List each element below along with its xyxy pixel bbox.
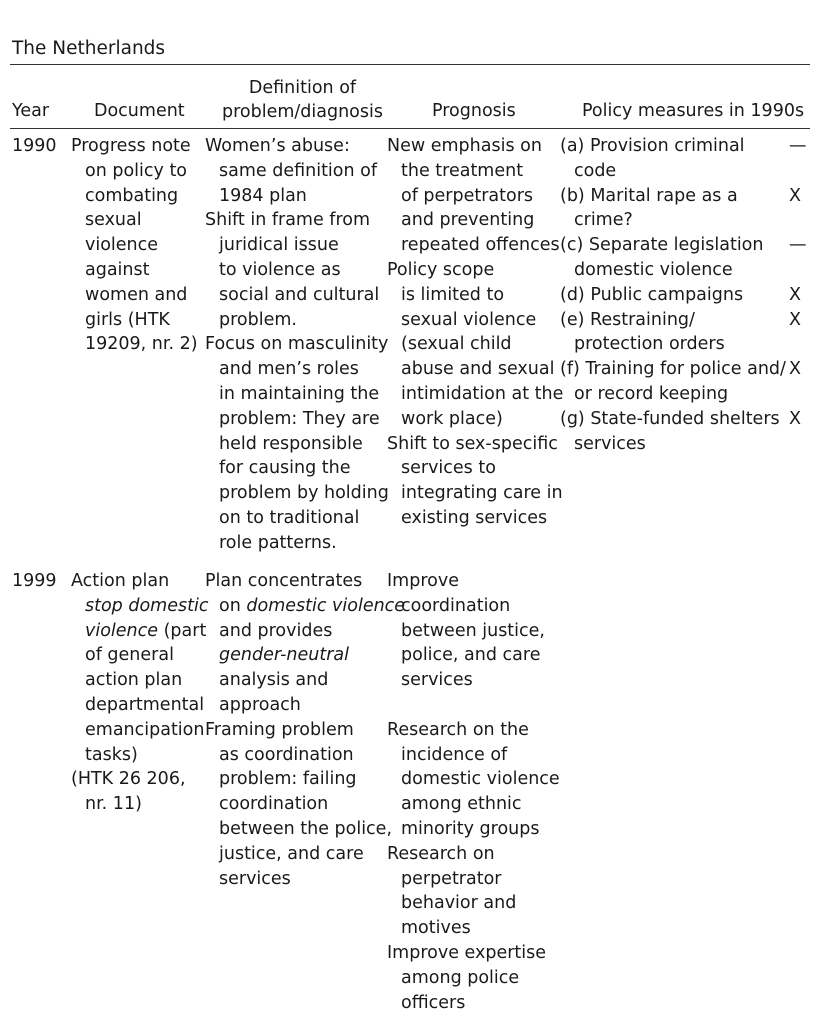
definition-line: problem: They are bbox=[219, 408, 380, 429]
definition-line: Shift in frame from bbox=[205, 210, 371, 231]
policy-mark-d: X bbox=[789, 284, 801, 305]
policy-line: services bbox=[574, 433, 646, 454]
policy-line: domestic violence bbox=[574, 259, 733, 280]
document-line: women and bbox=[85, 284, 188, 305]
definition-line: social and cultural bbox=[219, 284, 380, 305]
header-year: Year bbox=[12, 101, 50, 121]
prognosis-line: intimidation at the bbox=[401, 383, 564, 404]
definition-line: Framing problem bbox=[205, 719, 354, 740]
prognosis-line: services to bbox=[401, 458, 496, 479]
prognosis-line: officers bbox=[401, 992, 466, 1013]
row-1990-definition bbox=[205, 134, 389, 556]
policy-line: (a) Provision criminal bbox=[560, 136, 745, 156]
policy-mark-f: X bbox=[789, 359, 801, 380]
header-definition bbox=[205, 76, 400, 124]
policy-line: (g) State-funded shelters bbox=[560, 408, 780, 429]
prognosis-line: Shift to sex-specific bbox=[387, 433, 558, 454]
prognosis-line: existing services bbox=[401, 507, 548, 528]
policy-line: protection orders bbox=[574, 334, 725, 355]
document-line: emancipation bbox=[85, 719, 205, 740]
row-1999-year: 1999 bbox=[12, 571, 57, 591]
document-line: 19209, nr. 2) bbox=[85, 334, 198, 355]
document-line: girls (HTK bbox=[85, 309, 170, 330]
definition-line: and men’s roles bbox=[219, 359, 359, 380]
definition-line: problem by holding bbox=[219, 483, 389, 504]
policy-line: (d) Public campaigns bbox=[560, 284, 744, 305]
definition-line: Women’s abuse: bbox=[205, 136, 350, 156]
prognosis-line: police, and care bbox=[401, 645, 541, 666]
policy-mark-e: X bbox=[789, 309, 801, 330]
document-line: violence bbox=[85, 235, 159, 256]
document-line: Action plan bbox=[71, 571, 170, 591]
row-1999-document bbox=[71, 569, 208, 817]
prognosis-line: Improve bbox=[387, 571, 459, 591]
definition-line-italic: gender-neutral bbox=[219, 645, 349, 666]
prognosis-line: the treatment bbox=[401, 160, 524, 181]
document-line: on policy to bbox=[85, 160, 188, 181]
prognosis-line: among police bbox=[401, 967, 520, 988]
policy-line: or record keeping bbox=[574, 383, 729, 404]
definition-line: 1984 plan bbox=[219, 185, 307, 206]
prognosis-line: motives bbox=[401, 918, 471, 939]
document-line bbox=[71, 619, 208, 644]
prognosis-line: Research on bbox=[387, 843, 495, 864]
policy-line: (b) Marital rape as a bbox=[560, 185, 738, 206]
document-line-italic: stop domestic bbox=[85, 595, 209, 616]
header-document: Document bbox=[94, 101, 185, 121]
prognosis-line: domestic violence bbox=[401, 769, 560, 790]
definition-line: juridical issue bbox=[219, 235, 339, 256]
header-rule bbox=[10, 128, 810, 129]
document-line: (HTK 26 206, bbox=[71, 769, 186, 790]
policy-line: (f) Training for police and/ bbox=[560, 359, 786, 380]
header-prognosis: Prognosis bbox=[432, 101, 516, 121]
definition-line: approach bbox=[219, 694, 301, 715]
table-title: The Netherlands bbox=[12, 38, 166, 59]
prognosis-line: Improve expertise bbox=[387, 942, 547, 963]
document-line: against bbox=[85, 259, 150, 280]
top-rule bbox=[10, 64, 810, 65]
row-1999-prognosis bbox=[387, 569, 560, 1015]
document-line: departmental bbox=[85, 694, 205, 715]
definition-line: in maintaining the bbox=[219, 383, 380, 404]
prognosis-line: of perpetrators bbox=[401, 185, 534, 206]
document-italic-fragment: violence bbox=[85, 620, 159, 641]
header-policy: Policy measures in 1990s bbox=[582, 101, 805, 121]
prognosis-line: coordination bbox=[401, 595, 511, 616]
definition-fragment: on bbox=[219, 595, 247, 616]
policy-mark-g: X bbox=[789, 408, 801, 429]
prognosis-line: Policy scope bbox=[387, 259, 495, 280]
document-line: nr. 11) bbox=[85, 794, 142, 815]
row-1999-definition bbox=[205, 569, 405, 891]
policy-mark-b: X bbox=[789, 185, 801, 206]
definition-line: and provides bbox=[219, 620, 333, 641]
prognosis-line: behavior and bbox=[401, 893, 517, 914]
row-1990-policy bbox=[560, 134, 786, 456]
prognosis-line: work place) bbox=[401, 408, 503, 429]
prognosis-line: Research on the bbox=[387, 719, 529, 740]
definition-italic-fragment: domestic violence bbox=[246, 595, 406, 616]
definition-line: problem. bbox=[219, 309, 297, 330]
prognosis-line: and preventing bbox=[401, 210, 535, 231]
prognosis-line: integrating care in bbox=[401, 483, 563, 504]
prognosis-line: among ethnic bbox=[401, 794, 522, 815]
header-definition-line2: problem/diagnosis bbox=[221, 102, 383, 122]
definition-line: services bbox=[219, 868, 291, 889]
document-fragment: (part bbox=[158, 620, 207, 641]
header-definition-line1: Definition of bbox=[248, 78, 357, 98]
row-1990-year: 1990 bbox=[12, 136, 57, 156]
definition-line: justice, and care bbox=[219, 843, 364, 864]
document-line: of general bbox=[85, 645, 174, 666]
prognosis-line: incidence of bbox=[401, 744, 508, 765]
prognosis-line: services bbox=[401, 670, 473, 691]
definition-line: as coordination bbox=[219, 744, 354, 765]
document-line: Progress note bbox=[71, 136, 191, 156]
prognosis-line: minority groups bbox=[401, 818, 540, 839]
definition-line: coordination bbox=[219, 794, 329, 815]
definition-line: between the police, bbox=[219, 818, 393, 839]
policy-line: crime? bbox=[574, 210, 633, 231]
definition-line: for causing the bbox=[219, 458, 351, 479]
row-1990-prognosis bbox=[387, 134, 563, 531]
policy-line: code bbox=[574, 160, 617, 181]
prognosis-line: abuse and sexual bbox=[401, 359, 555, 380]
prognosis-line: is limited to bbox=[401, 284, 505, 305]
prognosis-line: perpetrator bbox=[401, 868, 502, 889]
prognosis-line: repeated offences bbox=[401, 235, 560, 256]
document-line: sexual bbox=[85, 210, 142, 231]
document-line: action plan bbox=[85, 670, 183, 691]
definition-line: same definition of bbox=[219, 160, 378, 181]
prognosis-line: between justice, bbox=[401, 620, 545, 641]
prognosis-spacer bbox=[387, 693, 560, 718]
policy-line: (e) Restraining/ bbox=[560, 309, 695, 330]
prognosis-line: New emphasis on bbox=[387, 136, 542, 156]
definition-line: Focus on masculinity bbox=[205, 334, 389, 355]
definition-line: Plan concentrates bbox=[205, 571, 363, 591]
definition-line: on to traditional bbox=[219, 507, 360, 528]
definition-line bbox=[205, 594, 405, 619]
policy-mark-a: — bbox=[789, 136, 807, 156]
document-line: tasks) bbox=[85, 744, 138, 765]
definition-line: to violence as bbox=[219, 259, 341, 280]
row-1990-document bbox=[71, 134, 198, 357]
document-line: combating bbox=[85, 185, 179, 206]
prognosis-line: sexual violence bbox=[401, 309, 537, 330]
definition-line: held responsible bbox=[219, 433, 363, 454]
policy-line: (c) Separate legislation bbox=[560, 235, 764, 256]
definition-line: role patterns. bbox=[219, 532, 337, 553]
policy-mark-c: — bbox=[789, 235, 807, 256]
definition-line: problem: failing bbox=[219, 769, 357, 790]
definition-line: analysis and bbox=[219, 670, 329, 691]
prognosis-line: (sexual child bbox=[401, 334, 512, 355]
